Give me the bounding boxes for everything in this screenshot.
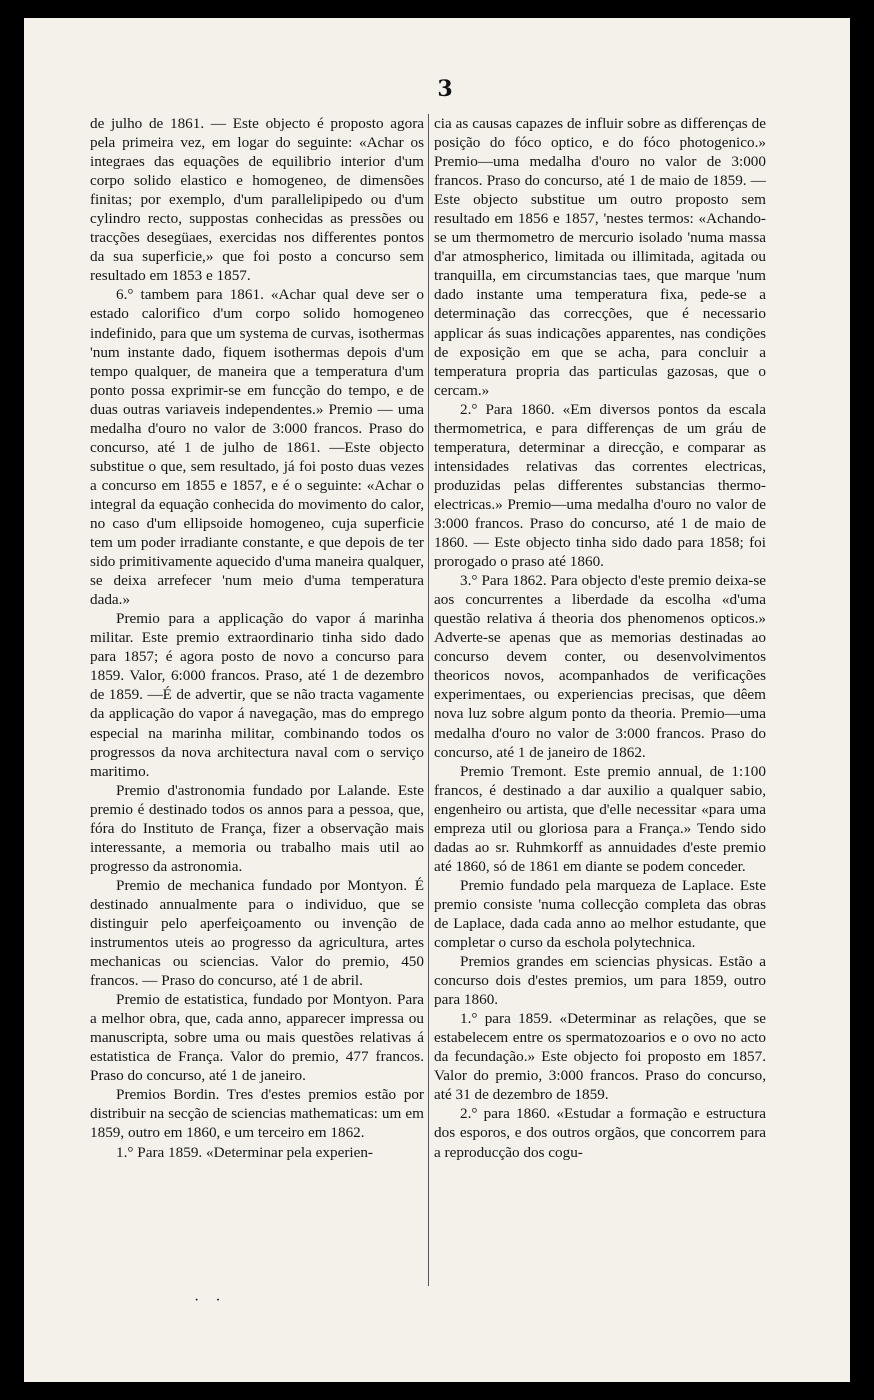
footer-mark: · · [194,1292,227,1309]
column-divider [428,114,429,1286]
left-paragraph: Premio d'astronomia fundado por Lalande. Este premio é destinado todos os annos para a pessoa, que, fóra do Instituto de França, fizer a observação mais interessante, a memoria ou trabalho mais util ao progresso da astronomia. [90,781,424,875]
left-column [90,114,424,1162]
left-paragraph: 6.° tambem para 1861. «Achar qual deve ser o estado calorifico d'um corpo solido homogeneo indefinido, para que um systema de curvas, isothermas 'num instante dado, fiquem isothermas depois d'um tempo qualquer, de maneira que a temperatura d'um ponto possa exprimir-se em funcção do tempo, e de duas outras variaveis independentes.» Premio — uma medalha d'ouro no valor de 3:000 francos. Praso do concurso, até 1 de julho de 1861. —Este objecto substitue o que, sem resultado, já foi posto duas vezes a concurso em 1855 e 1857, e é o seguinte: «Achar o integral da equação conhecida do movimento do calor, no caso d'um ellipsoide homogeneo, cuja superficie tem um poder irradiante constante, e que depois de ter sido primitivamente aquecido d'uma maneira qualquer, se deixa arrefecer 'num meio d'uma temperatura dada.» [90,286,424,609]
right-paragraph: 2.° Para 1860. «Em diversos pontos da escala thermometrica, e para differenças de um gráu de temperatura, determinar a direcção, e comparar as intensidades relativas das correntes electricas, produzidas pelas differentes substancias thermo-electricas.» Premio—uma medalha d'ouro no valor de 3:000 francos. Praso do concurso, até 1 de maio de 1860. — Este objecto tinha sido dado para 1858; foi prorogado o praso até 1860. [434,400,766,571]
left-paragraph: 1.° Para 1859. «Determinar pela experien- [116,1143,373,1161]
right-paragraph: 3.° Para 1862. Para objecto d'este premio deixa-se aos concurrentes a liberdade da escolha «d'uma questão relativa á theoria dos phenomenos opticos.» Adverte-se apenas que as memorias destinadas ao concurso devem conter, ou desenvolvimentos theoricos novos, acompanhados de verificações experimentaes, ou experiencias precisas, que dêem nova luz sobre algum ponto da theoria. Premio—uma medalha d'ouro no valor de 3:000 francos. Praso do concurso, até 1 de janeiro de 1862. [434,572,766,761]
left-paragraph: Premios Bordin. Tres d'estes premios estão por distribuir na secção de sciencias mathematicas: um em 1859, outro em 1860, e um terceiro em 1862. [90,1086,424,1142]
right-paragraph: cia as causas capazes de influir sobre as differenças de posição do fóco optico, e do fóco photogenico.» Premio—uma medalha d'ouro no valor de 3:000 francos. Praso do concurso, até 1 de maio de 1859. — Este objecto substitue um outro proposto sem resultado em 1856 e 1857, 'nestes termos: «Achando-se um thermometro de mercurio isolado 'numa massa d'ar atmospherico, limitada ou illimitada, agitada ou tranquilla, em circumstancias taes, que marque 'num dado instante uma temperatura fixa, pede-se a determinação das correcções, que é necessario applicar ás suas indicações apparentes, nas condições de exposição em que se acha, para concluir a temperatura propria das particulas gazosas, que o cercam.» [434,115,766,399]
left-paragraph: de julho de 1861. — Este objecto é proposto agora pela primeira vez, em logar do seguinte: «Achar os integraes das equações de equilibrio interior d'um corpo solido elastico e homogeneo, de dimensões finitas; por exemplo, d'um parallelipipedo ou d'um cylindro recto, suppostas conhecidas as pressões ou tracções desegüaes, exercidas nos differentes pontos da sua superficie,» que foi posto a concurso sem resultado em 1853 e 1857. [90,115,424,285]
right-paragraph: Premios grandes em sciencias physicas. Estão a concurso dois d'estes premios, um para 1859, outro para 1860. [434,953,766,1009]
right-column [434,114,766,1162]
page-sheet [24,18,850,1382]
page-number: 3 [437,76,453,102]
right-paragraph: 2.° para 1860. «Estudar a formação e estructura dos esporos, e dos outros orgãos, que concorrem para a reproducção dos cogu- [434,1105,766,1161]
left-paragraph: Premio para a applicação do vapor á marinha militar. Este premio extraordinario tinha sido dado para 1857; é agora posto de novo a concurso para 1859. Valor, 6:000 francos. Praso, até 1 de dezembro de 1859. —É de advertir, que se não tracta vagamente da applicação do vapor á navegação, mas do emprego especial na marinha militar, combinando todos os progressos da nova architectura naval com o serviço maritimo. [90,610,424,780]
right-paragraph: Premio fundado pela marqueza de Laplace. Este premio consiste 'numa collecção completa das obras de Laplace, dada cada anno ao melhor estudante, que completar o curso da eschola polytechnica. [434,876,766,952]
left-paragraph: Premio de estatistica, fundado por Montyon. Para a melhor obra, que, cada anno, apparecer impressa ou manuscripta, sobre uma ou mais questões relativas á estatistica de França. Valor do premio, 477 francos. Praso do concurso, até 1 de janeiro. [90,991,424,1085]
left-paragraph: Premio de mechanica fundado por Montyon. É destinado annualmente para o individuo, que se distinguir pelo aperfeiçoamento ou invenção de instrumentos uteis ao progresso da agricultura, artes mechanicas ou sciencias. Valor do premio, 450 francos. — Praso do concurso, até 1 de abril. [90,876,424,990]
right-paragraph: Premio Tremont. Este premio annual, de 1:100 francos, é destinado a dar auxilio a qualquer sabio, engenheiro ou artista, que d'elle necessitar «para uma empreza util ou gloriosa para a França.» Tendo sido dadas ao sr. Ruhmkorff as annuidades d'este premio até 1860, só de 1861 em diante se podem conceder. [434,762,766,875]
right-paragraph: 1.° para 1859. «Determinar as relações, que se estabelecem entre os spermatozoarios e o ovo no acto da fecundação.» Este objecto foi proposto em 1857. Valor do premio, 3:000 francos. Praso do concurso, até 31 de dezembro de 1859. [434,1010,766,1104]
